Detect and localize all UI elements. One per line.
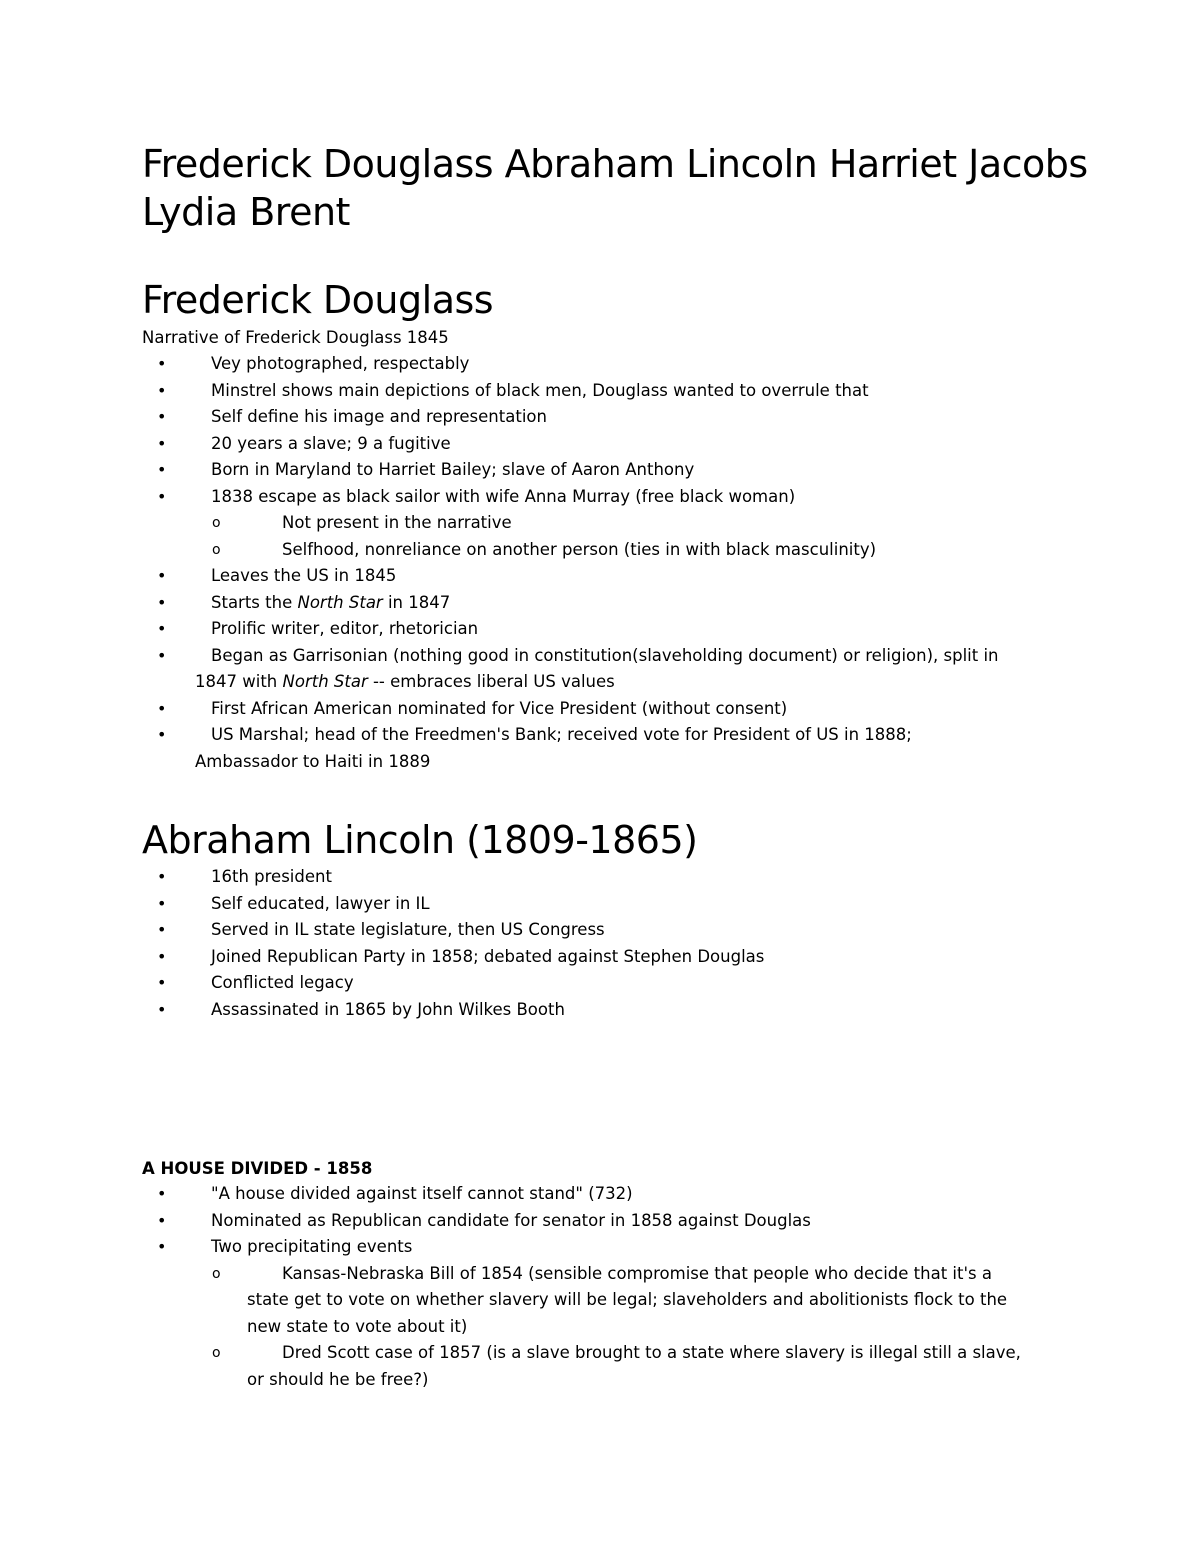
sub-list-item-text: Selfhood, nonreliance on another person (ties in with black masculinity) (282, 539, 877, 559)
text-run: 1847 with (195, 672, 283, 691)
text-run: in 1847 (382, 592, 451, 612)
bullet-icon: • (157, 867, 167, 886)
list-item (0, 351, 1100, 378)
sub-list-item-text: Not present in the narrative (282, 513, 512, 532)
list-item (0, 590, 1100, 617)
bullet-icon: • (157, 619, 167, 638)
list-item (0, 643, 1100, 696)
text-line: state get to vote on whether slavery will be legal; slaveholders and abolitionists flock to the (247, 1290, 1008, 1309)
sub-bullet-icon: o (212, 1345, 221, 1361)
list-item-text: Joined Republican Party in 1858; debated against Stephen Douglas (211, 946, 765, 966)
section-heading-lincoln: Abraham Lincoln (1809-1865) (142, 818, 698, 862)
list-item (0, 891, 1100, 918)
bullet-icon: • (157, 460, 167, 479)
list-item (0, 457, 1100, 484)
list-item-text: Leaves the US in 1845 (211, 566, 397, 585)
list-item-text: Self educated, lawyer in IL (211, 893, 430, 913)
list-item-text: Minstrel shows main depictions of black men, Douglass wanted to overrule that (211, 380, 869, 400)
bullet-icon: • (157, 433, 167, 453)
bullet-icon: • (157, 1184, 167, 1203)
list-item (0, 696, 1100, 723)
list-item (0, 1234, 1100, 1261)
bullet-icon: • (157, 566, 167, 585)
text-line: US Marshal; head of the Freedmen's Bank; received vote for President of US in 1888; (211, 725, 912, 744)
section-heading-house-divided: A HOUSE DIVIDED - 1858 (142, 1159, 373, 1178)
list-item (0, 864, 1100, 891)
text-line: new state to vote about it) (247, 1316, 468, 1336)
bullet-icon: • (157, 973, 167, 992)
sub-list-item (0, 1340, 1100, 1393)
list-item (0, 563, 1100, 590)
text-line: Ambassador to Haiti in 1889 (195, 751, 431, 771)
text-run: -- embraces liberal US values (367, 672, 615, 691)
list-item-text: Vey photographed, respectably (211, 354, 470, 373)
list-item (0, 970, 1100, 997)
sub-bullet-icon: o (212, 1265, 221, 1282)
list-item-text (211, 593, 450, 612)
list-item-text: Served in IL state legislature, then US Congress (211, 920, 605, 939)
sub-list-item (0, 510, 1100, 537)
document-title: Frederick Douglass Abraham Lincoln Harriet Jacobs Lydia Brent (142, 142, 1088, 234)
list-item-text: 1838 escape as black sailor with wife Anna Murray (free black woman) (211, 486, 796, 506)
bullet-icon: • (157, 407, 167, 426)
text-line: Began as Garrisonian (nothing good in constitution(slaveholding document) or religion), split in (211, 645, 999, 665)
italic-title-north-star: North Star (282, 672, 368, 691)
list-item (0, 484, 1100, 511)
text-line (0, 669, 1100, 696)
text-run: Starts the (211, 592, 298, 612)
list-item (0, 944, 1100, 971)
sub-list-item (0, 1261, 1100, 1341)
bullet-icon: • (157, 946, 167, 966)
list-item-text: 20 years a slave; 9 a fugitive (211, 433, 451, 453)
bullet-icon: • (157, 645, 167, 665)
list-item-text: Born in Maryland to Harriet Bailey; slave of Aaron Anthony (211, 460, 695, 479)
text-line: Kansas-Nebraska Bill of 1854 (sensible compromise that people who decide that it's a (282, 1263, 992, 1283)
bullet-icon: • (157, 893, 167, 913)
bullet-icon: • (157, 486, 167, 506)
list-item-text: "A house divided against itself cannot stand" (732) (211, 1184, 633, 1203)
sub-bullet-icon: o (212, 541, 221, 558)
list-item (0, 722, 1100, 775)
bullet-icon: • (157, 1210, 167, 1230)
list-item (0, 917, 1100, 944)
douglass-bullet-list (0, 351, 1100, 775)
section-heading-douglass: Frederick Douglass (142, 278, 494, 322)
bullet-icon: • (157, 698, 167, 718)
lincoln-bullet-list (0, 864, 1100, 1023)
list-item-text: Nominated as Republican candidate for senator in 1858 against Douglas (211, 1210, 811, 1230)
list-item (0, 1208, 1100, 1235)
list-item-text: Two precipitating events (211, 1237, 413, 1256)
bullet-icon: • (157, 725, 167, 744)
section-subtitle-narrative: Narrative of Frederick Douglass 1845 (142, 328, 449, 347)
list-item-text: Prolific writer, editor, rhetorician (211, 619, 479, 638)
sub-bullet-icon: o (212, 515, 221, 531)
list-item-text: Self define his image and representation (211, 407, 547, 426)
sub-list-item (0, 537, 1100, 564)
list-item (0, 378, 1100, 405)
list-item (0, 404, 1100, 431)
list-item (0, 1181, 1100, 1208)
italic-title-north-star: North Star (297, 592, 383, 612)
list-item-text: Conflicted legacy (211, 973, 354, 992)
bullet-icon: • (157, 999, 167, 1019)
bullet-icon: • (157, 380, 167, 400)
list-item (0, 616, 1100, 643)
bullet-icon: • (157, 920, 167, 939)
bullet-icon: • (157, 1237, 167, 1256)
list-item-text: First African American nominated for Vice President (without consent) (211, 698, 788, 718)
list-item-text: 16th president (211, 867, 332, 886)
list-item (0, 431, 1100, 458)
text-line: Dred Scott case of 1857 (is a slave brought to a state where slavery is illegal still a slave, (282, 1343, 1021, 1362)
bullet-icon: • (157, 354, 167, 373)
bullet-icon: • (157, 592, 167, 612)
text-line: or should he be free?) (247, 1369, 429, 1389)
list-item (0, 997, 1100, 1024)
house-divided-bullet-list (0, 1181, 1100, 1393)
list-item-text: Assassinated in 1865 by John Wilkes Booth (211, 999, 565, 1019)
